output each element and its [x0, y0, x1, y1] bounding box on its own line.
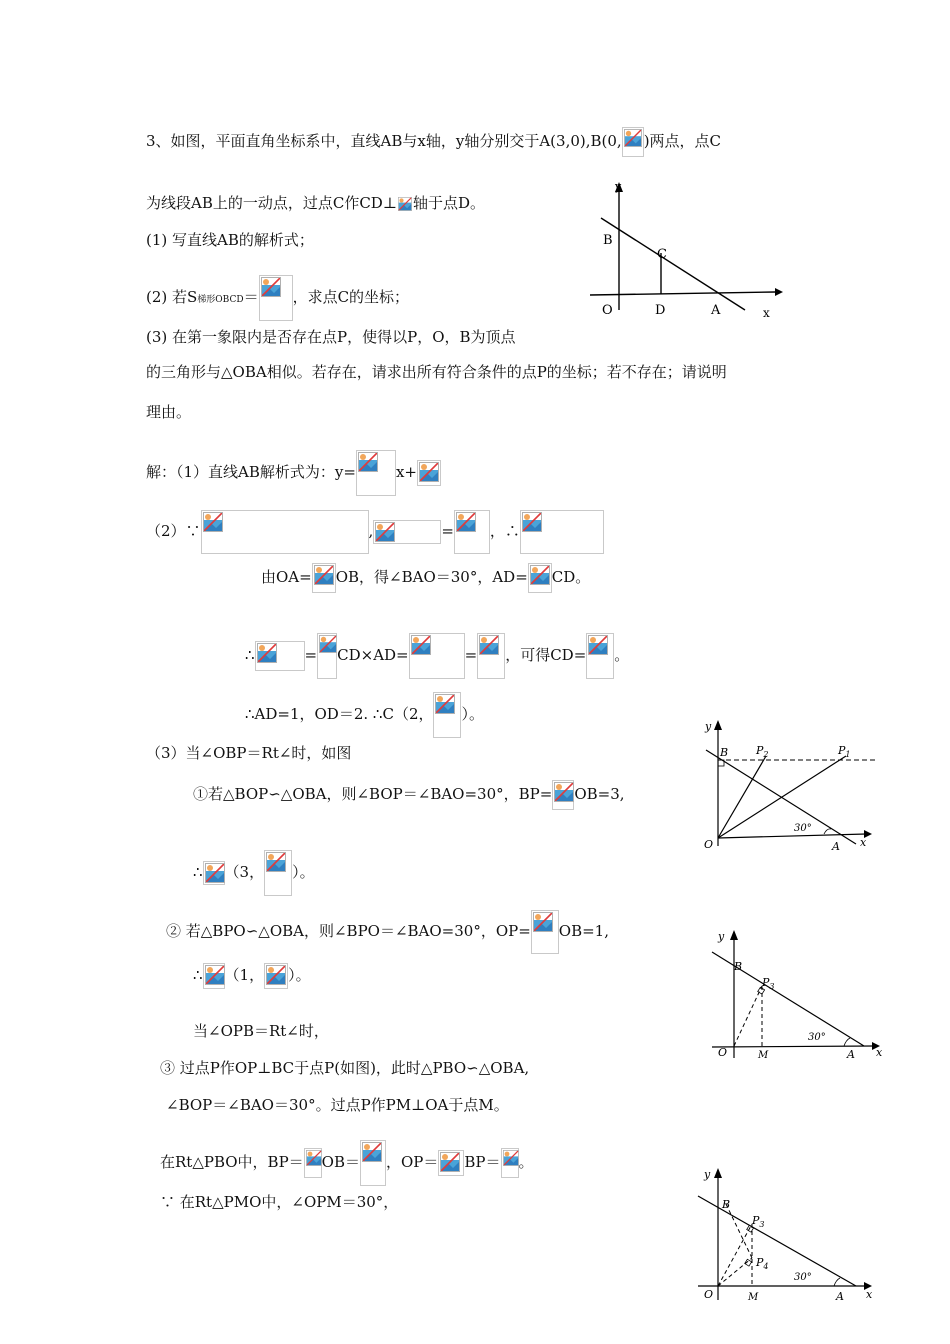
- point-a-label: A: [832, 840, 840, 853]
- formula-image-icon: [477, 633, 505, 679]
- point-p2-label: $P_2$: [756, 744, 769, 759]
- point-b-label: B: [720, 746, 729, 759]
- question-1: (1) 写直线AB的解析式；: [146, 231, 314, 249]
- point-d-label: D: [655, 303, 666, 318]
- solution-8: ∴ （3， ）。: [193, 850, 315, 896]
- solution-11: 当∠OPB＝Rt∠时，: [193, 1022, 329, 1040]
- formula-image-icon: [397, 196, 413, 212]
- formula-image-icon: [264, 963, 288, 989]
- origin-label: O: [704, 838, 714, 851]
- formula-image-icon: [255, 641, 305, 671]
- formula-image-icon: [552, 780, 574, 810]
- solution-4: ∴ = CD×AD= = ，可得CD= 。: [245, 633, 629, 679]
- x-axis-label: x: [860, 836, 867, 849]
- point-p4-label: $P_4$: [756, 1256, 769, 1271]
- figure-coordinate-2: [696, 716, 886, 860]
- angle-label: 30°: [808, 1032, 826, 1043]
- formula-image-icon: [438, 1150, 464, 1176]
- point-p1-label: $P_1$: [838, 744, 851, 759]
- formula-image-icon: [433, 692, 461, 738]
- solution-9: ② 若△BPO∽△OBA，则∠BPO＝∠BAO=30°，OP= OB=1,: [166, 910, 609, 954]
- formula-image-icon: [312, 563, 336, 593]
- point-b-label: B: [722, 1198, 731, 1211]
- solution-15: ∵ 在Rt△PMO中，∠OPM＝30°，: [160, 1193, 399, 1211]
- solution-12: ③ 过点P作OP⊥BC于点P(如图)，此时△PBO∽△OBA,: [160, 1059, 530, 1077]
- x-axis-label: x: [866, 1288, 873, 1301]
- point-c-label: C: [657, 247, 667, 262]
- point-m-label: M: [758, 1050, 769, 1061]
- formula-image-icon: [304, 1148, 322, 1178]
- y-axis-label: y: [718, 930, 725, 943]
- formula-image-icon: [622, 127, 644, 157]
- solution-1: 解：（1）直线AB解析式为：y= x+: [146, 450, 441, 496]
- question-2: (2) 若S梯形OBCD＝ ，求点C的坐标；: [146, 275, 409, 321]
- point-a-label: A: [711, 303, 721, 318]
- origin-label: O: [602, 303, 613, 318]
- angle-label: 30°: [794, 823, 812, 834]
- formula-image-icon: [409, 633, 465, 679]
- angle-label: 30°: [794, 1272, 812, 1283]
- formula-image-icon: [501, 1148, 519, 1178]
- point-p3-label: $P_3$: [762, 976, 775, 991]
- formula-image-icon: [264, 850, 292, 896]
- formula-image-icon: [531, 910, 559, 954]
- formula-image-icon: [259, 275, 293, 321]
- solution-10: ∴ （1， ）。: [193, 963, 311, 989]
- problem-intro: 3、如图，平面直角坐标系中，直线AB与x轴，y轴分别交于A(3,0),B(0, )两点，点C: [146, 127, 721, 157]
- y-axis-label: y: [615, 180, 622, 193]
- point-a-label: A: [847, 1048, 855, 1061]
- solution-6: （3）当∠OBP＝Rt∠时，如图: [146, 744, 352, 762]
- solution-3: 由OA= OB，得∠BAO＝30°，AD= CD。: [261, 563, 590, 593]
- figure-coordinate-4: [688, 1162, 878, 1311]
- point-a-label: A: [836, 1290, 844, 1303]
- formula-image-icon: [417, 460, 441, 486]
- formula-image-icon: [360, 1140, 386, 1186]
- formula-image-icon: [356, 450, 396, 496]
- y-axis-label: y: [705, 720, 712, 733]
- formula-image-icon: [203, 861, 225, 885]
- y-axis-label: y: [704, 1168, 711, 1181]
- solution-7: ①若△BOP∽△OBA，则∠BOP＝∠BAO=30°，BP= OB=3,: [193, 780, 625, 810]
- solution-5: ∴AD=1，OD＝2. ∴C（2， ）。: [245, 692, 484, 738]
- question-3: (3) 在第一象限内是否存在点P，使得以P，O，B为顶点: [146, 328, 516, 346]
- x-axis-label: x: [876, 1046, 883, 1059]
- question-3-cont: 的三角形与△OBA相似。若存在，请求出所有符合条件的点P的坐标；若不存在；请说明: [146, 363, 727, 381]
- solution-13: ∠BOP＝∠BAO＝30°。过点P作PM⊥OA于点M。: [166, 1096, 509, 1114]
- point-b-label: B: [734, 960, 743, 973]
- formula-image-icon: [520, 510, 604, 554]
- point-b-label: B: [603, 233, 613, 248]
- formula-image-icon: [201, 510, 369, 554]
- question-3-end: 理由。: [146, 403, 192, 421]
- formula-image-icon: [528, 563, 552, 593]
- solution-14: 在Rt△PBO中，BP＝ OB＝ ，OP＝ BP＝ 。: [160, 1140, 534, 1186]
- formula-image-icon: [454, 510, 490, 554]
- solution-2: （2）∵ , = ，∴: [146, 510, 604, 554]
- formula-image-icon: [317, 633, 337, 679]
- formula-image-icon: [203, 963, 225, 989]
- figure-coordinate-3: [704, 924, 889, 1070]
- point-p3-label: $P_3$: [752, 1214, 765, 1229]
- problem-line2: 为线段AB上的一动点，过点C作CD⊥ 轴于点D。: [146, 194, 485, 212]
- figure-coordinate-1: [585, 178, 785, 327]
- x-axis-label: x: [763, 306, 770, 320]
- point-m-label: M: [748, 1292, 759, 1303]
- formula-image-icon: [586, 633, 614, 679]
- origin-label: O: [704, 1288, 714, 1301]
- formula-image-icon: [373, 520, 441, 544]
- origin-label: O: [718, 1046, 728, 1059]
